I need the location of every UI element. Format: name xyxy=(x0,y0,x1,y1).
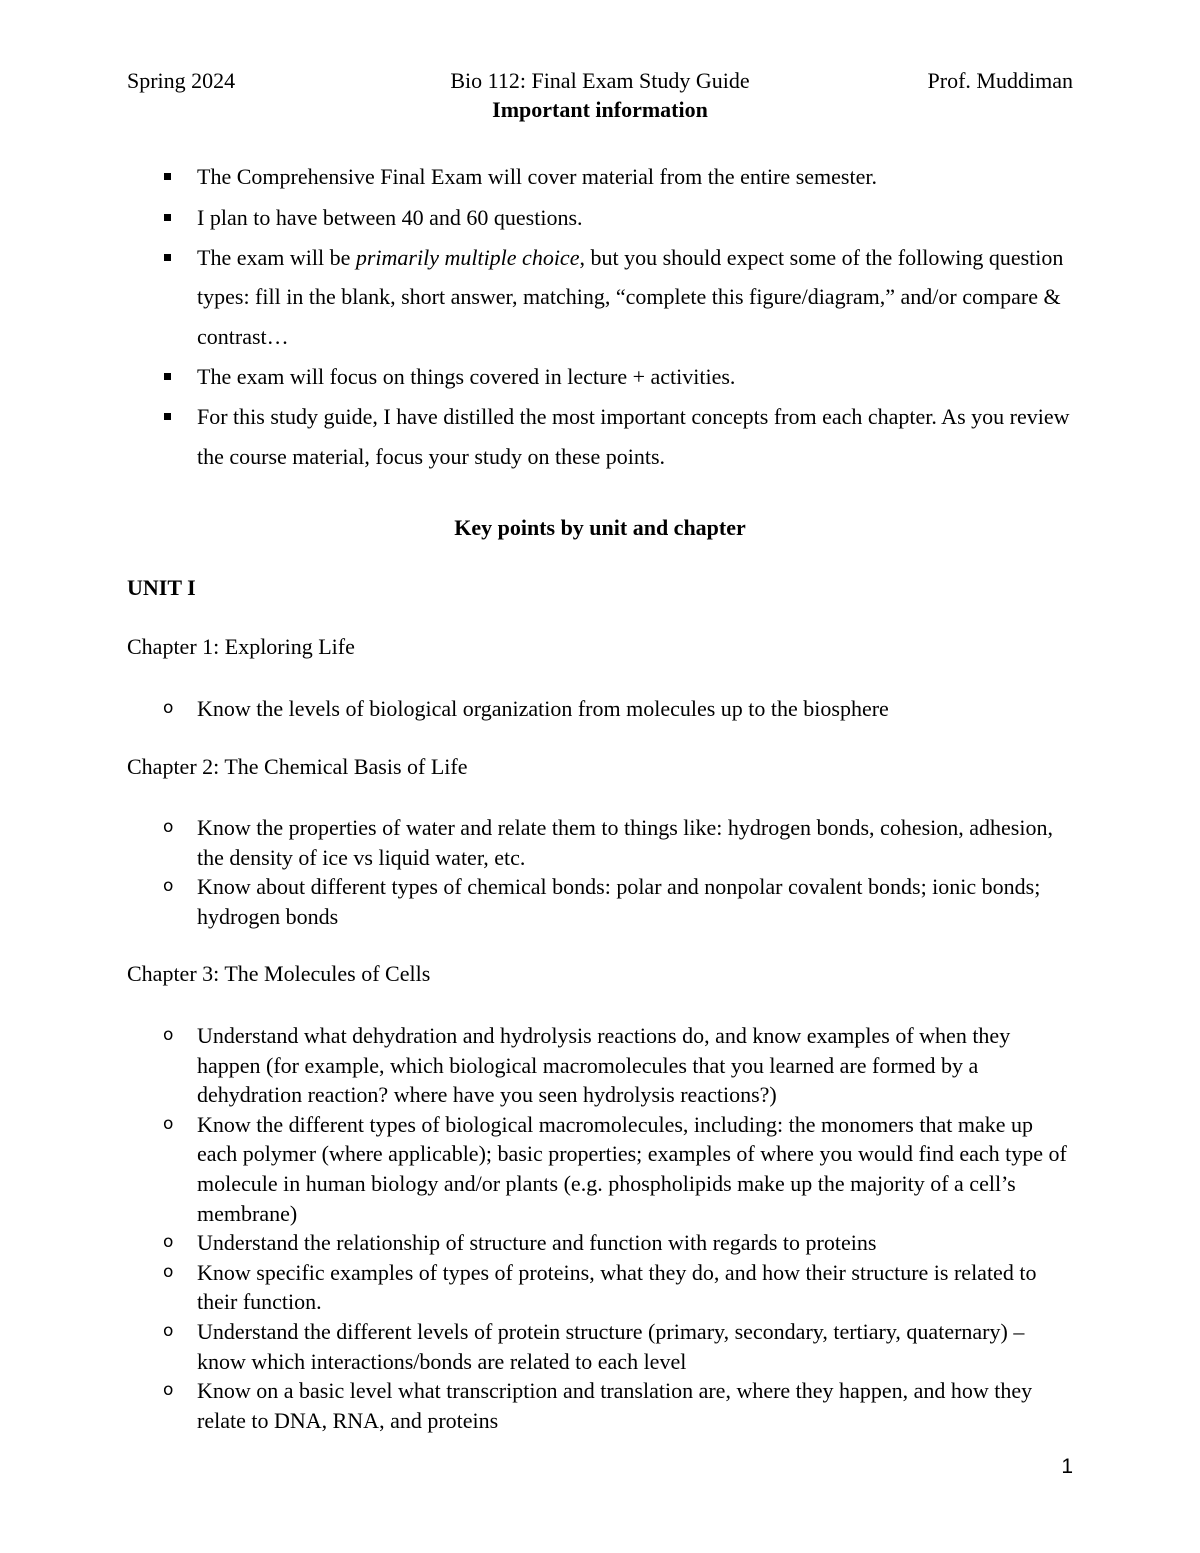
key-points-heading: Key points by unit and chapter xyxy=(454,515,746,540)
list-item: For this study guide, I have distilled the most important concepts from each chapter. As you review the course material, focus your study on these points. xyxy=(127,397,1077,476)
header-term: Spring 2024 xyxy=(127,68,236,93)
important-information-list xyxy=(127,157,1077,477)
list-item: The exam will focus on things covered in lecture + activities. xyxy=(127,357,1077,397)
page-header xyxy=(127,68,1073,98)
list-item: I plan to have between 40 and 60 questions. xyxy=(127,198,1077,238)
list-item: o Know about different types of chemical bonds: polar and nonpolar covalent bonds; ionic bonds; hydrogen bonds xyxy=(163,874,1041,929)
chapter-1-title: Chapter 1: Exploring Life xyxy=(127,634,355,659)
circle-bullet-icon: o xyxy=(163,1261,174,1282)
chapter-2-title: Chapter 2: The Chemical Basis of Life xyxy=(127,754,468,779)
list-item: o Understand the relationship of structure and function with regards to proteins xyxy=(127,1228,1077,1258)
list-item: The Comprehensive Final Exam will cover material from the entire semester. xyxy=(127,157,1077,197)
list-item: The exam will be primarily multiple choice, but you should expect some of the following question types: fill in the blank, short answer, matching, “complete this figure/diagram,” and/or compare & contrast… xyxy=(127,238,1077,356)
unit-heading: UNIT I xyxy=(127,575,196,600)
emphasis-text: primarily multiple choice xyxy=(355,245,580,270)
chapter-1-list xyxy=(127,694,1077,724)
square-bullet-icon xyxy=(164,214,171,221)
circle-bullet-icon: o xyxy=(163,1380,174,1401)
list-item: o Understand what dehydration and hydrolysis reactions do, and know examples of when they happen (for example, which biological macromolecules that you learned are formed by a dehydration reaction? where have you seen hydrolysis reactions?) xyxy=(163,1023,1011,1108)
square-bullet-icon xyxy=(164,373,171,380)
chapter-2-list xyxy=(127,813,1077,931)
chapter-3-list xyxy=(127,1021,1077,1435)
list-item: o Know the levels of biological organization from molecules up to the biosphere xyxy=(127,694,1077,724)
list-item: o Know on a basic level what transcription and translation are, where they happen, and how they relate to DNA, RNA, and proteins xyxy=(163,1378,1033,1433)
page-number: 1 xyxy=(1061,1455,1073,1478)
circle-bullet-icon: o xyxy=(163,1320,174,1341)
list-item: o Know specific examples of types of proteins, what they do, and how their structure is related to their function. xyxy=(163,1259,1037,1315)
square-bullet-icon xyxy=(164,254,171,261)
square-bullet-icon xyxy=(164,173,171,180)
list-item: o Know the different types of biological macromolecules, including: the monomers that make up each polymer (where applicable); basic properties; examples of where you would find each type of molecule in human biology and/or plants (e.g. phospholipids make up the majority of a cell’s membrane) xyxy=(163,1111,1067,1226)
square-bullet-icon xyxy=(164,413,171,420)
circle-bullet-icon: o xyxy=(163,876,174,897)
circle-bullet-icon: o xyxy=(163,1232,174,1253)
list-item: o Know the properties of water and relate them to things like: hydrogen bonds, cohesion, adhesion, the density of ice vs liquid water, etc. xyxy=(163,815,1053,870)
header-professor: Prof. Muddiman xyxy=(927,68,1073,93)
circle-bullet-icon: o xyxy=(163,1025,174,1045)
circle-bullet-icon: o xyxy=(163,698,174,718)
circle-bullet-icon: o xyxy=(163,1113,174,1134)
header-course-title: Bio 112: Final Exam Study Guide xyxy=(450,68,750,93)
list-item: o Understand the different levels of protein structure (primary, secondary, tertiary, quaternary) – know which interactions/bonds are related to each level xyxy=(163,1318,1025,1374)
chapter-3-title: Chapter 3: The Molecules of Cells xyxy=(127,961,431,986)
circle-bullet-icon: o xyxy=(163,817,174,837)
important-information-heading: Important information xyxy=(492,97,708,122)
